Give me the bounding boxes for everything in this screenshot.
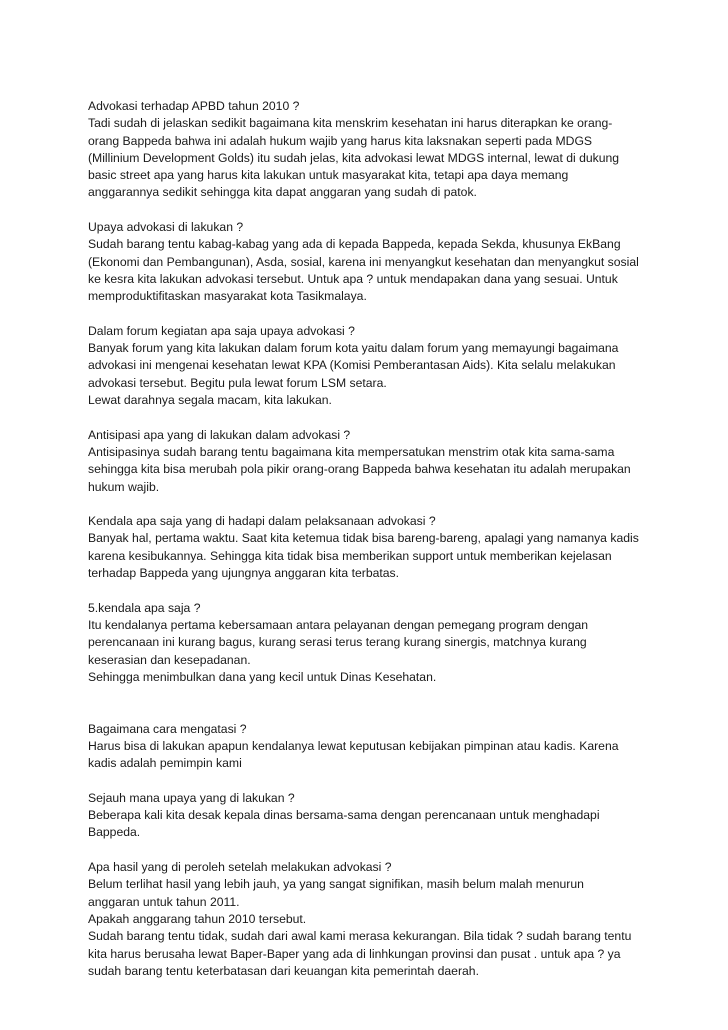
paragraph-line: orang Bappeda bahwa ini adalah hukum wajib yang harus kita laksnakan seperti pada MDGS xyxy=(88,133,593,148)
paragraph-forums xyxy=(88,323,648,409)
paragraph-line: sehingga kita bisa merubah pola pikir orang-orang Bappeda bahwa kesehatan itu adalah merupakan xyxy=(88,462,631,477)
paragraph-line: Apakah anggarang tahun 2010 tersebut. xyxy=(88,911,307,926)
paragraph-line: kadis adalah pemimpin kami xyxy=(88,756,242,771)
paragraph-overcome xyxy=(88,721,648,773)
paragraph-line: sudah barang tentu keterbatasan dari keuangan kita pemerintah daerah. xyxy=(88,963,479,978)
document-page xyxy=(88,98,648,997)
paragraph-line: Lewat darahnya segala macam, kita lakukan. xyxy=(88,393,332,408)
paragraph-heading: Apa hasil yang di peroleh setelah melakukan advokasi ? xyxy=(88,860,392,875)
paragraph-line: Sudah barang tentu kabag-kabag yang ada di kepada Bappeda, kepada Sekda, khusunya EkBang xyxy=(88,237,621,252)
paragraph-line: karena kesibukannya. Sehingga kita tidak bisa memberikan support untuk memberikan kejelasan xyxy=(88,548,612,563)
paragraph-line: Itu kendalanya pertama kebersamaan antara pelayanan dengan pemegang program dengan xyxy=(88,617,589,632)
paragraph-line: terhadap Bappeda yang ujungnya anggaran kita terbatas. xyxy=(88,566,400,581)
paragraph-line: Sehingga menimbulkan dana yang kecil untuk Dinas Kesehatan. xyxy=(88,669,437,684)
paragraph-line: anggarannya sedikit sehingga kita dapat anggaran yang sudah di patok. xyxy=(88,185,477,200)
paragraph-line: memproduktifitaskan masyarakat kota Tasikmalaya. xyxy=(88,289,367,304)
paragraph-line: Banyak hal, pertama waktu. Saat kita ketemua tidak bisa bareng-bareng, apalagi yang namanya kadis xyxy=(88,531,639,546)
paragraph-results xyxy=(88,859,648,980)
paragraph-heading: Bagaimana cara mengatasi ? xyxy=(88,721,247,736)
paragraph-line: basic street apa yang harus kita lakukan untuk masyarakat kita, tetapi apa daya memang xyxy=(88,168,569,183)
paragraph-heading: 5.kendala apa saja ? xyxy=(88,600,201,615)
paragraph-line: Beberapa kali kita desak kepala dinas bersama-sama dengan perencanaan untuk menghadapi xyxy=(88,808,600,823)
paragraph-line: Sudah barang tentu tidak, sudah dari awal kami merasa kekurangan. Bila tidak ? sudah barang tentu xyxy=(88,929,632,944)
paragraph-line: hukum wajib. xyxy=(88,479,160,494)
paragraph-apbd-advocacy xyxy=(88,98,648,202)
paragraph-heading: Antisipasi apa yang di lakukan dalam advokasi ? xyxy=(88,427,351,442)
paragraph-line: Antisipasinya sudah barang tentu bagaimana kita mempersatukan menstrim otak kita sama-sama xyxy=(88,444,615,459)
paragraph-heading: Advokasi terhadap APBD tahun 2010 ? xyxy=(88,99,300,113)
paragraph-heading: Kendala apa saja yang di hadapi dalam pelaksanaan advokasi ? xyxy=(88,514,436,529)
paragraph-heading: Sejauh mana upaya yang di lakukan ? xyxy=(88,790,295,805)
paragraph-line: Bappeda. xyxy=(88,825,141,840)
paragraph-line: advokasi tersebut. Begitu pula lewat forum LSM setara. xyxy=(88,375,387,390)
paragraph-heading: Dalam forum kegiatan apa saja upaya advokasi ? xyxy=(88,323,355,338)
paragraph-line: Banyak forum yang kita lakukan dalam forum kota yaitu dalam forum yang memayungi bagaimana xyxy=(88,341,619,356)
paragraph-line: perencanaan ini kurang bagus, kurang serasi terus terang kurang sinergis, matchnya kurang xyxy=(88,635,587,650)
paragraph-line: Belum terlihat hasil yang lebih jauh, ya yang sangat signifikan, masih belum malah menurun xyxy=(88,877,584,892)
paragraph-line: kita harus berusaha lewat Baper-Baper yang ada di linhkungan provinsi dan pusat . untuk apa ? ya xyxy=(88,946,621,961)
paragraph-anticipation xyxy=(88,427,648,496)
paragraph-line: (Millinium Development Golds) itu sudah jelas, kita advokasi lewat MDGS internal, lewat di dukung xyxy=(88,150,620,165)
paragraph-heading: Upaya advokasi di lakukan ? xyxy=(88,220,244,235)
paragraph-line: (Ekonomi dan Pembangunan), Asda, sosial, karena ini menyangkut kesehatan dan menyangkut sosial xyxy=(88,254,639,269)
paragraph-advocacy-efforts xyxy=(88,219,648,305)
paragraph-kendala xyxy=(88,600,648,686)
paragraph-line: Tadi sudah di jelaskan sedikit bagaimana kita menskrim kesehatan ini harus diterapkan ke orang- xyxy=(88,116,613,131)
paragraph-line: keserasian dan kesepadanan. xyxy=(88,652,251,667)
paragraph-extent xyxy=(88,790,648,842)
paragraph-line: advokasi ini mengenai kesehatan lewat KPA (Komisi Pemberantasan Aids). Kita selalu melakukan xyxy=(88,358,616,373)
paragraph-line: Harus bisa di lakukan apapun kendalanya lewat keputusan kebijakan pimpinan atau kadis. Karena xyxy=(88,738,619,753)
paragraph-line: anggaran untuk tahun 2011. xyxy=(88,894,240,909)
paragraph-line: ke kesra kita lakukan advokasi tersebut. Untuk apa ? untuk mendapakan dana yang sesuai. Untuk xyxy=(88,271,618,286)
paragraph-obstacles xyxy=(88,513,648,582)
